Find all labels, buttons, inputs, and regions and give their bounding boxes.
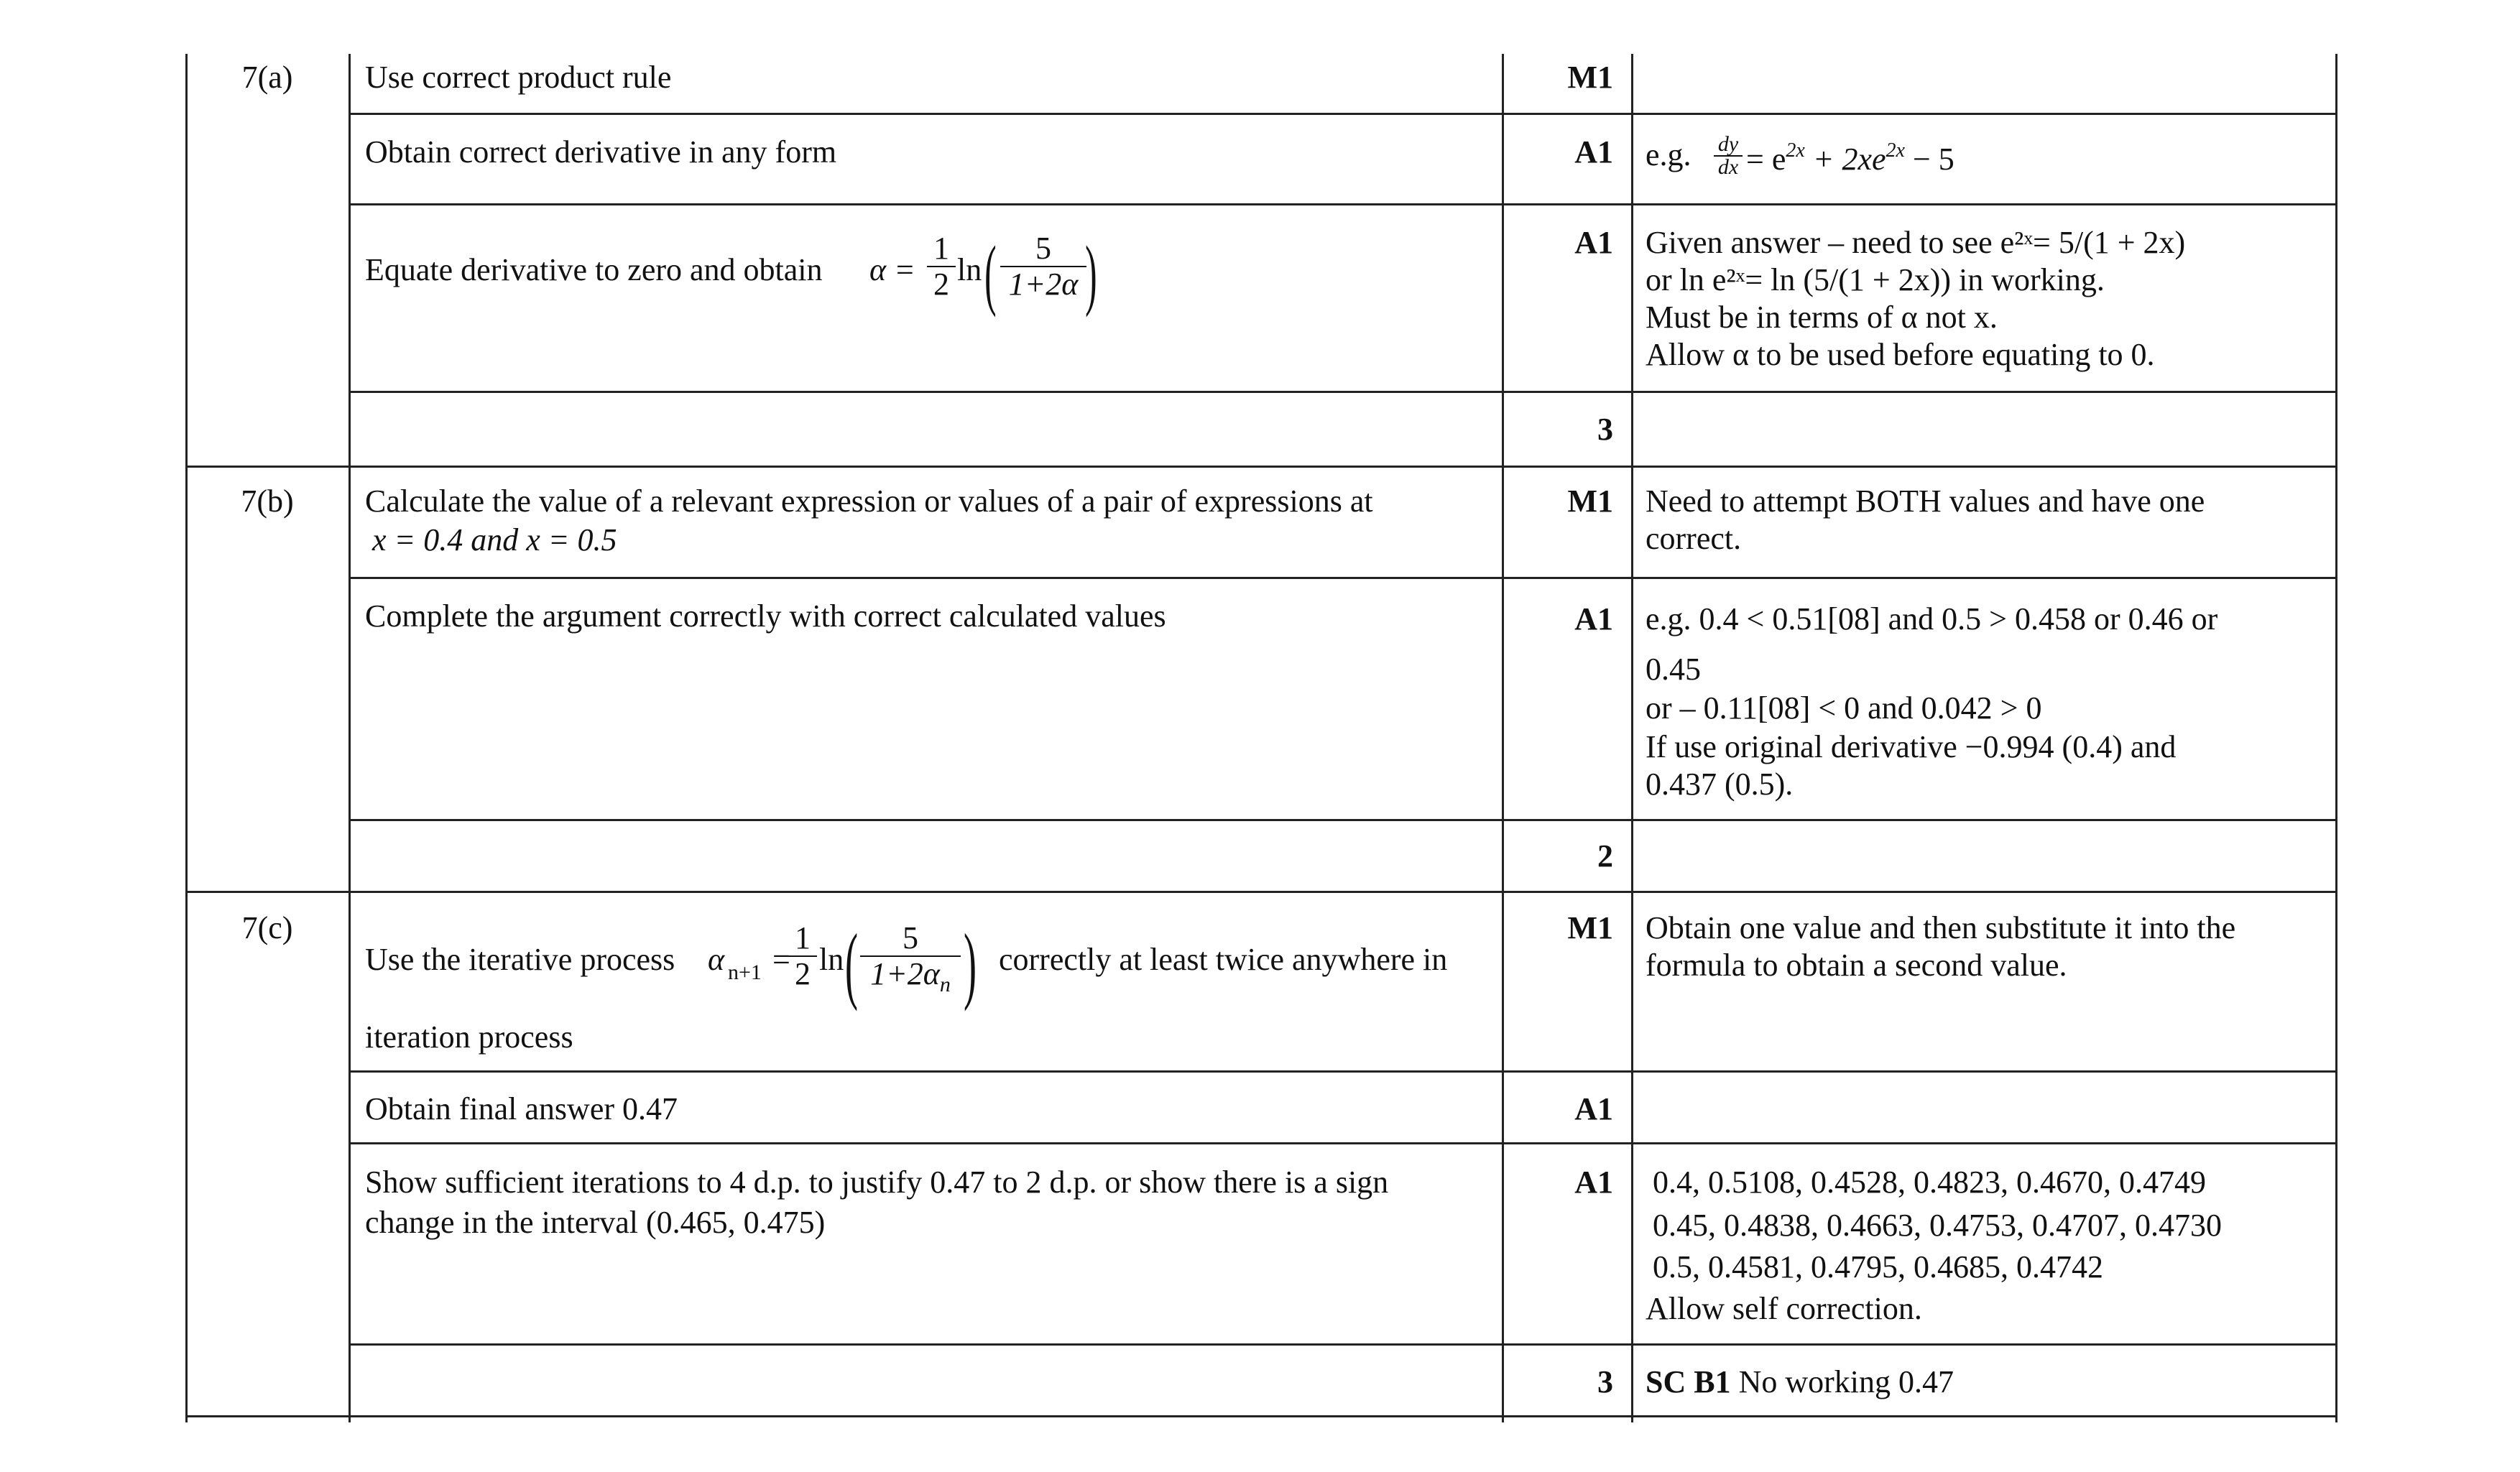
right-paren: ): [963, 916, 977, 1012]
question-separator: [185, 466, 2337, 468]
guidance-line: Obtain one value and then substitute it into the: [1646, 910, 2236, 945]
answer-text: Obtain correct derivative in any form: [365, 134, 837, 170]
alpha-formula: α = $\frac{1}{2}$ ln ( $\frac{5}{1+2\alpha}$ ): [869, 230, 1097, 318]
row-line: [349, 1343, 2337, 1346]
answer-text: Use the iterative process: [365, 942, 675, 977]
col-divider-marks: [1631, 54, 1633, 1422]
answer-text: x = 0.4 and x = 0.5: [372, 522, 617, 557]
half-fraction: $\frac{1}{2}$: [788, 921, 817, 991]
answer-text: Show sufficient iterations to 4 d.p. to justify 0.47 to 2 d.p. or show there is a sign: [365, 1165, 1389, 1200]
inner-fraction: $\frac{5}{1+2\alpha}$: [1000, 231, 1086, 302]
col-divider-question: [349, 54, 351, 1422]
answer-text: correctly at least twice anywhere in: [999, 942, 1448, 977]
total-mark: 3: [1597, 412, 1613, 447]
mark-label: A1: [1574, 601, 1613, 637]
guidance-line: Must be in terms of α not x.: [1646, 300, 1998, 335]
guidance-line: 0.5, 0.4581, 0.4795, 0.4685, 0.4742: [1653, 1249, 2103, 1284]
total-mark: 3: [1597, 1364, 1613, 1399]
row-line: [349, 819, 2337, 821]
left-paren: (: [984, 230, 997, 318]
question-separator: [185, 891, 2337, 893]
question-number-7b: 7(b): [241, 483, 294, 519]
special-case-note: SC B1 No working 0.47: [1646, 1364, 1954, 1399]
guidance-line: Need to attempt BOTH values and have one: [1646, 483, 2205, 519]
right-paren: ): [1085, 230, 1097, 318]
question-number-7a: 7(a): [241, 60, 293, 95]
question-number-7c: 7(c): [241, 910, 293, 945]
guidance-line: Allow self correction.: [1646, 1291, 1922, 1326]
guidance-line: Given answer – need to see e²ˣ= 5/(1 + 2x): [1646, 225, 2186, 260]
half-fraction: $\frac{1}{2}$: [927, 231, 956, 302]
guidance-prefix: e.g.: [1646, 137, 1691, 172]
guidance-line: or – 0.11[08] < 0 and 0.042 > 0: [1646, 690, 2042, 726]
answer-text: change in the interval (0.465, 0.475): [365, 1205, 826, 1240]
answer-text: Calculate the value of a relevant expression or values of a pair of expressions at: [365, 483, 1373, 519]
answer-text: Complete the argument correctly with correct calculated values: [365, 598, 1166, 634]
answer-text: iteration process: [365, 1019, 573, 1055]
answer-text: Obtain final answer 0.47: [365, 1091, 678, 1126]
mark-label: A1: [1574, 225, 1613, 260]
guidance-line: 0.45, 0.4838, 0.4663, 0.4753, 0.4707, 0.4730: [1653, 1208, 2222, 1243]
row-line: [349, 1070, 2337, 1073]
row-line: [349, 577, 2337, 579]
table-right-border: [2335, 54, 2337, 1422]
total-mark: 2: [1597, 838, 1613, 874]
guidance-line: formula to obtain a second value.: [1646, 948, 2067, 983]
guidance-line: 0.4, 0.5108, 0.4528, 0.4823, 0.4670, 0.4749: [1653, 1165, 2206, 1200]
table-bottom-border: [185, 1415, 2337, 1417]
guidance-line: If use original derivative −0.994 (0.4) and: [1646, 729, 2177, 764]
table-left-border: [185, 54, 188, 1422]
derivative-expression: = $e^{2x} + 2xe^{2x} - 5$: [1746, 139, 1954, 177]
row-line: [349, 113, 2337, 115]
guidance-line: 0.437 (0.5).: [1646, 767, 1794, 802]
mark-label: A1: [1574, 134, 1613, 170]
dy-dx-fraction: $\frac{dy}{dx}$: [1714, 134, 1743, 178]
inner-fraction: $\frac{5}{1+2\alpha_n}$: [860, 921, 961, 995]
mark-label: M1: [1567, 60, 1613, 95]
guidance-line: 0.45: [1646, 652, 1701, 687]
row-line: [349, 391, 2337, 393]
mark-label: A1: [1574, 1091, 1613, 1126]
mark-label: A1: [1574, 1165, 1613, 1200]
guidance-line: correct.: [1646, 521, 1742, 556]
guidance-line: or ln e²ˣ= ln (5/(1 + 2x)) in working.: [1646, 262, 2105, 297]
guidance-line: Allow α to be used before equating to 0.: [1646, 337, 2155, 372]
answer-text: Equate derivative to zero and obtain: [365, 252, 823, 287]
iteration-formula: α n+1 = $\frac{1}{2}$ ln ( $\frac{5}{1+2\alpha_n}$ ): [708, 916, 977, 1012]
row-line: [349, 1142, 2337, 1144]
col-divider-answer: [1502, 54, 1504, 1422]
left-paren: (: [844, 916, 858, 1012]
answer-text: Use correct product rule: [365, 60, 672, 95]
guidance-line: e.g. 0.4 < 0.51[08] and 0.5 > 0.458 or 0.46 or: [1646, 601, 2218, 637]
row-line: [349, 203, 2337, 205]
mark-label: M1: [1567, 910, 1613, 945]
mark-label: M1: [1567, 483, 1613, 519]
